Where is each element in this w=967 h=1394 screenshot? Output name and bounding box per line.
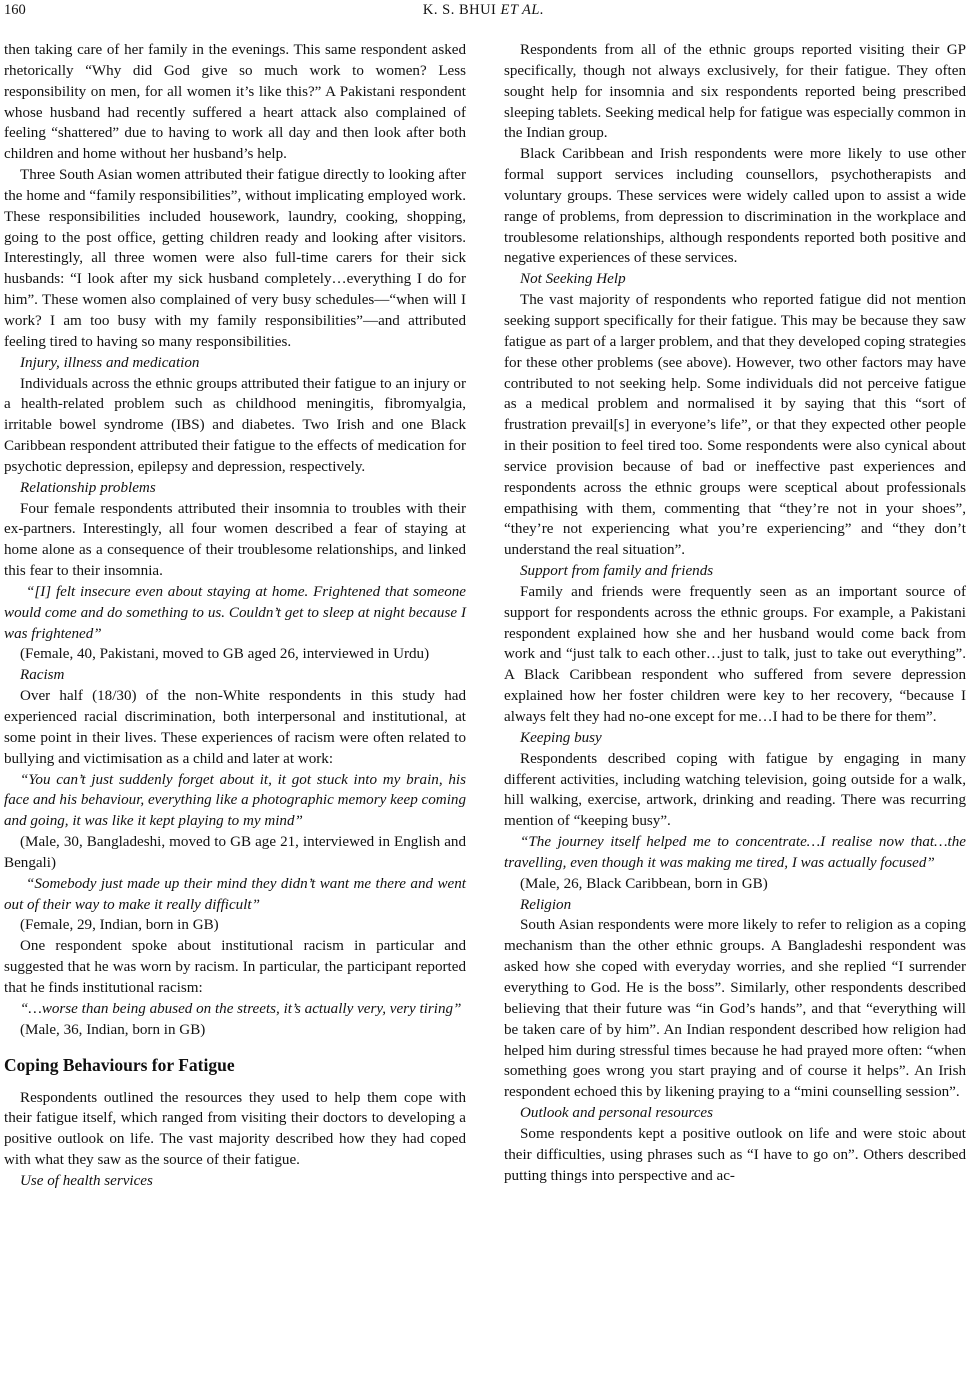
section-heading-coping: Coping Behaviours for Fatigue bbox=[4, 1054, 235, 1075]
paragraph: Four female respondents attributed their insomnia to troubles with their ex-partners. Interestingly, all four women described a fear of staying at home alone as a consequence of their troublesome relationships, and linked this fear to their insomnia. bbox=[4, 500, 466, 580]
quote-attribution: (Male, 36, Indian, born in GB) bbox=[20, 1021, 206, 1038]
paragraph: One respondent spoke about institutional racism in particular and suggested that he was worn by racism. In particular, the participant reported that he finds institutional racism: bbox=[4, 938, 466, 996]
paragraph: Over half (18/30) of the non-White respondents in this study had experienced racial discrimination, both interpersonal and institutional, at some point in their lives. These experiences of racism were often related to bullying and victimisation as a child and later at work: bbox=[4, 688, 466, 767]
paragraph: South Asian respondents were more likely to refer to religion as a coping mechanism than the other ethnic groups. A Bangladeshi respondent was asked how she coped with everyday worries, and she replied “I surrender everything to God. He is the boss”. Similarly, other respondents described believing that their future was “in God’s hands”, and that “everything will be taken care of by him”. An Indian respondent described how religion had helped him during stressful times because he had prayed more often: “when something goes wrong you start praying and of course it helps”. An Irish respondent echoed this by likening praying to a “mini counselling session”. bbox=[504, 917, 966, 1101]
subheading-racism: Racism bbox=[20, 667, 65, 684]
quote: “Somebody just made up their mind they didn’t want me there and went out of their way to make it really difficult” bbox=[4, 875, 466, 913]
paragraph: then taking care of her family in the evenings. This same respondent asked rhetorically “Why did God give so much work to women? Less responsibility on men, for all women it’s like this?” A Pakistani respondent whose husband had recently suffered a heart attack also complained of feeling “shattered” due to having to work all day and then look after both children and home without her husband’s help. bbox=[4, 42, 466, 163]
subheading-injury: Injury, illness and medication bbox=[20, 354, 200, 371]
paragraph: Individuals across the ethnic groups attributed their fatigue to an injury or a health-related problem such as childhood meningitis, fibromyalgia, irritable bowel syndrome (IBS) and diabetes. Two Irish and one Black Caribbean respondent attributed their fatigue to the effects of medication for psychotic depression, epilepsy and depression, respectively. bbox=[4, 375, 466, 475]
subheading-keeping-busy: Keeping busy bbox=[520, 729, 602, 746]
subheading-health-services: Use of health services bbox=[20, 1172, 153, 1189]
quote-attribution: (Male, 30, Bangladeshi, moved to GB age 21, interviewed in English and Bengali) bbox=[4, 834, 466, 871]
quote: “The journey itself helped me to concentrate…I realise now that…the travelling, even though it was making me tired, I was actually focused” bbox=[504, 834, 966, 871]
subheading-religion: Religion bbox=[520, 896, 572, 913]
quote-attribution: (Male, 26, Black Caribbean, born in GB) bbox=[520, 875, 768, 892]
right-column bbox=[504, 40, 966, 1186]
paragraph: Some respondents kept a positive outlook on life and were stoic about their difficulties, using phrases such as “I have to go on”. Others described putting things into perspective and ac- bbox=[504, 1125, 966, 1184]
running-head-authors: K. S. BHUI bbox=[422, 2, 497, 18]
paragraph: The vast majority of respondents who reported fatigue did not mention seeking support specifically for their fatigue. This may be because they saw fatigue as part of a larger problem, and that they developed coping strategies for these other problems (see above). However, two other factors may have contributed to not seeking help. Some individuals did not perceive fatigue as a medical problem and normalised it by saying that this “sort of frustration prevail[s] in everyone’s life”, or that they expected other people in their position to feel tired too. Some respondents were also cynical about service provision because of bad or ineffective past experiences and respondents across the ethnic groups were sceptical about professionals empathising with them, commenting that “they’re not in your shoes”, “they’re not experiencing what you’re experiencing” and “they don’t understand the real situation”. bbox=[504, 292, 967, 559]
paragraph: Respondents described coping with fatigue by engaging in many different activities, including watching television, going outside for a walk, hill walking, exercise, artwork, drinking and reading. There was recurring mention of “keeping busy”. bbox=[504, 750, 966, 830]
quote-attribution: (Female, 29, Indian, born in GB) bbox=[20, 917, 219, 934]
subheading-outlook: Outlook and personal resources bbox=[520, 1105, 713, 1122]
quote-attribution: (Female, 40, Pakistani, moved to GB aged 26, interviewed in Urdu) bbox=[20, 646, 430, 663]
quote: “…worse than being abused on the streets, it’s actually very, very tiring” bbox=[20, 1000, 462, 1017]
paragraph: Respondents outlined the resources they used to help them cope with their fatigue itself, which ranged from visiting their doctors to developing a positive outlook on life. The vast majority described how they had coped with what they saw as the source of their fatigue. bbox=[4, 1089, 466, 1169]
paragraph: Black Caribbean and Irish respondents were more likely to use other formal support services including counsellors, psychotherapists and voluntary groups. These services were widely called upon to assist a wide range of problems, from depression to discrimination in the workplace and troublesome relationships, although respondents reported both positive and negative experiences of these services. bbox=[504, 146, 966, 267]
running-head-etal: ET AL. bbox=[500, 2, 545, 18]
paragraph: Respondents from all of the ethnic groups reported visiting their GP specifically, though not always exclusively, for their fatigue. They often sought help for insomnia and six respondents reported being prescribed sleeping tablets. Seeking medical help for fatigue was especially common in the Indian group. bbox=[504, 42, 966, 142]
quote: “You can’t just suddenly forget about it, it got stuck into my brain, his face and his behaviour, everything like a photographic memory keep coming and going, it was like it kept playing to my mind” bbox=[4, 771, 466, 830]
page-header bbox=[0, 0, 967, 26]
paragraph: Family and friends were frequently seen as an important source of support for respondents across the ethnic groups. For example, a Pakistani respondent explained how she and her husband would come back from work and “just talk to each other…just to talk, just to take out everything”. A Black Caribbean respondent who suffered from severe depression explained how her foster children were key to her recovery, “because I always felt they had no-one except for me…I had to be there for them”. bbox=[504, 583, 966, 725]
left-column bbox=[4, 40, 466, 1192]
subheading-not-seeking-help: Not Seeking Help bbox=[520, 271, 626, 288]
running-head bbox=[0, 2, 967, 19]
subheading-support: Support from family and friends bbox=[520, 563, 714, 580]
paragraph: Three South Asian women attributed their fatigue directly to looking after the home and “family responsibilities”, without implicating employed work. These responsibilities included housework, laundry, cooking, shopping, going to the post office, getting children ready and looking after visitors. Interestingly, all three women were also full-time carers for their sick husbands: “I look after my sick husband completely…everything I do for him”. These women also complained of very busy schedules—“when will I work? I am too busy with my family responsibilities”—and attributed feeling tired to having so many responsibilities. bbox=[4, 167, 466, 350]
quote: “[I] felt insecure even about staying at home. Frightened that someone would come and do something to us. Couldn’t get to sleep at night because I was frightened” bbox=[4, 583, 466, 642]
subheading-relationship: Relationship problems bbox=[20, 479, 156, 496]
page-number: 160 bbox=[4, 2, 26, 18]
